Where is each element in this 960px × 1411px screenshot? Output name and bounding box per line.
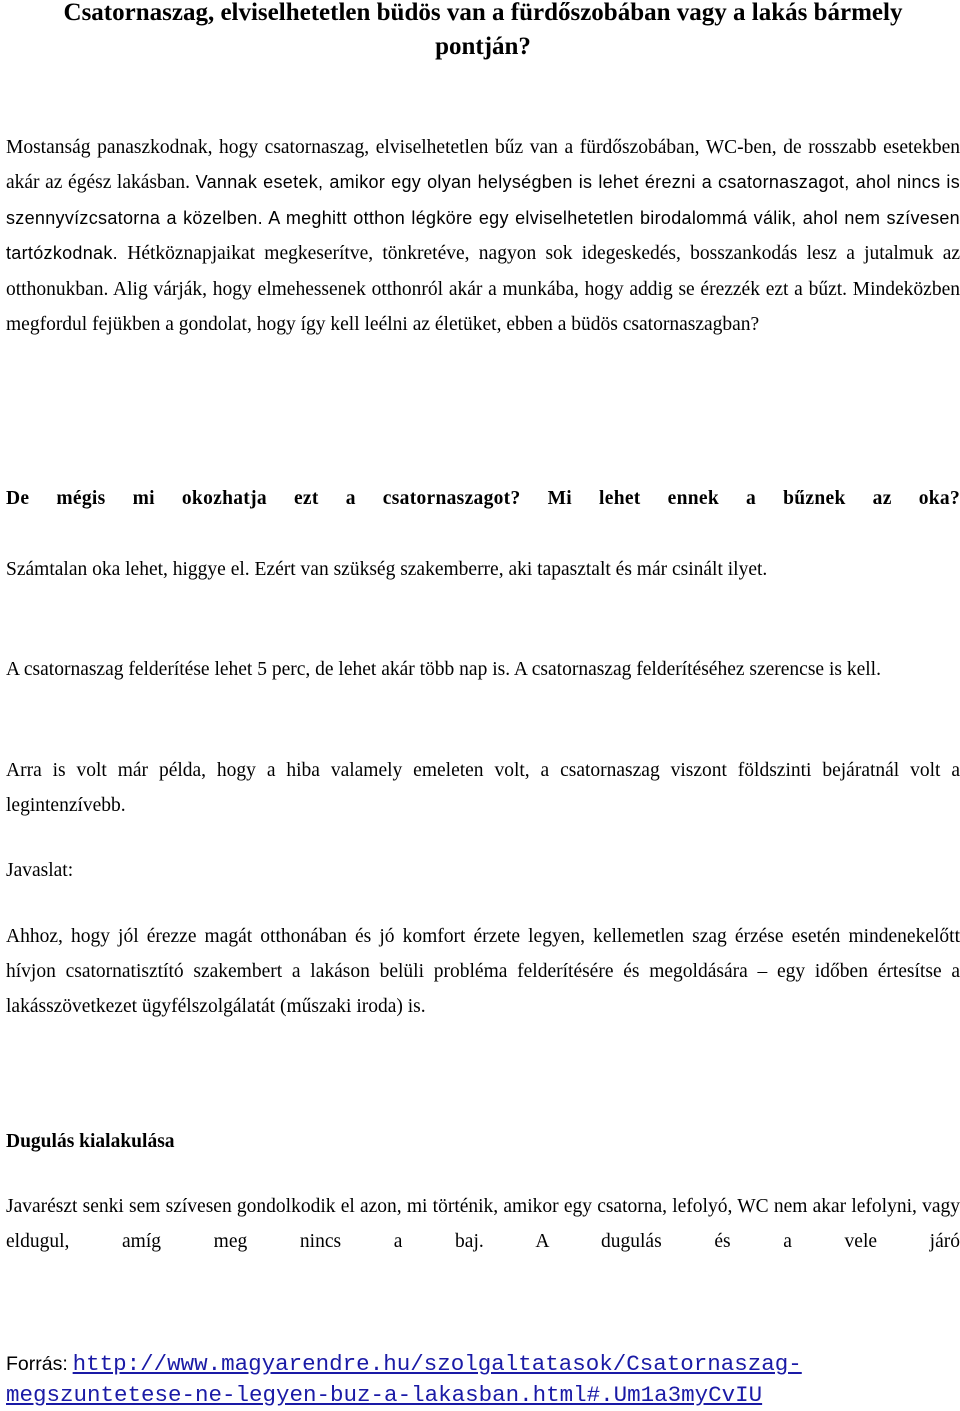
- clog-heading: Dugulás kialakulása: [6, 1131, 175, 1152]
- question-heading: De mégis mi okozhatja ezt a csatornaszagot? Mi lehet ennek a bűznek az oka?: [6, 488, 960, 509]
- source-line: [6, 1349, 960, 1411]
- intro-text-1: Mostanság panaszkodnak, hogy csatornaszag, elviselhetetlen bűz van a fürdőszobában, WC-ben, de rosszabb esetekben akár az égész lakásban.: [6, 137, 960, 193]
- intro-text-3: Hétköznapjaikat megkeserítve, tönkretéve, nagyon sok idegeskedés, bosszankodás lesz a jutalmuk az otthonukban. Alig várják, hogy elmehessenek otthonról akár a munkába, hogy addig se érezzék ezt a bűzt. Mindeközben megfordul fejükben a gondolat, hogy így kell leélni az életüket, ebben a büdös csatornaszagban?: [6, 243, 960, 335]
- clog-paragraph: Javarészt senki sem szívesen gondolkodik el azon, mi történik, amikor egy csatorna, lefolyó, WC nem akar lefolyni, vagy eldugul, amíg meg nincs a baj. A dugulás és a vele járó: [6, 1196, 960, 1252]
- causes-paragraph: Számtalan oka lehet, higgye el. Ezért van szükség szakemberre, aki tapasztalt és már csinált ilyet.: [6, 559, 768, 580]
- document-title: Csatornaszag, elviselhetetlen büdös van a fürdőszobában vagy a lakás bármely pontján?: [63, 0, 903, 60]
- intro-text-2: Vannak esetek, amikor egy olyan helységben is lehet érezni a csatornaszagot, ahol nincs is szennyvízcsatorna a közelben. A meghitt otthon légköre egy elviselhetetlen birodalommá válik, ahol nem szívesen tartózkodnak.: [6, 172, 960, 263]
- source-label: Forrás:: [6, 1353, 68, 1375]
- source-link[interactable]: http://www.magyarendre.hu/szolgaltatasok/Csatornaszag-megszuntetese-ne-legyen-buz-a-lakasban.html#.Um1a3myCvIU: [6, 1351, 802, 1408]
- intro-paragraph: [6, 130, 960, 342]
- suggestion-label: Javaslat:: [6, 860, 74, 881]
- detection-paragraph: A csatornaszag felderítése lehet 5 perc, de lehet akár több nap is. A csatornaszag felderítéséhez szerencse is kell.: [6, 659, 881, 680]
- suggestion-paragraph: Ahhoz, hogy jól érezze magát otthonában és jó komfort érzete legyen, kellemetlen szag érzése esetén mindenekelőtt hívjon csatornatisztító szakembert a lakáson belüli probléma felderítésére és megoldására – egy időben értesítse a lakásszövetkezet ügyfélszolgálatát (műszaki iroda) is.: [6, 926, 960, 1017]
- example-paragraph: Arra is volt már példa, hogy a hiba valamely emeleten volt, a csatornaszag viszont földszinti bejáratnál volt a legintenzívebb.: [6, 760, 960, 816]
